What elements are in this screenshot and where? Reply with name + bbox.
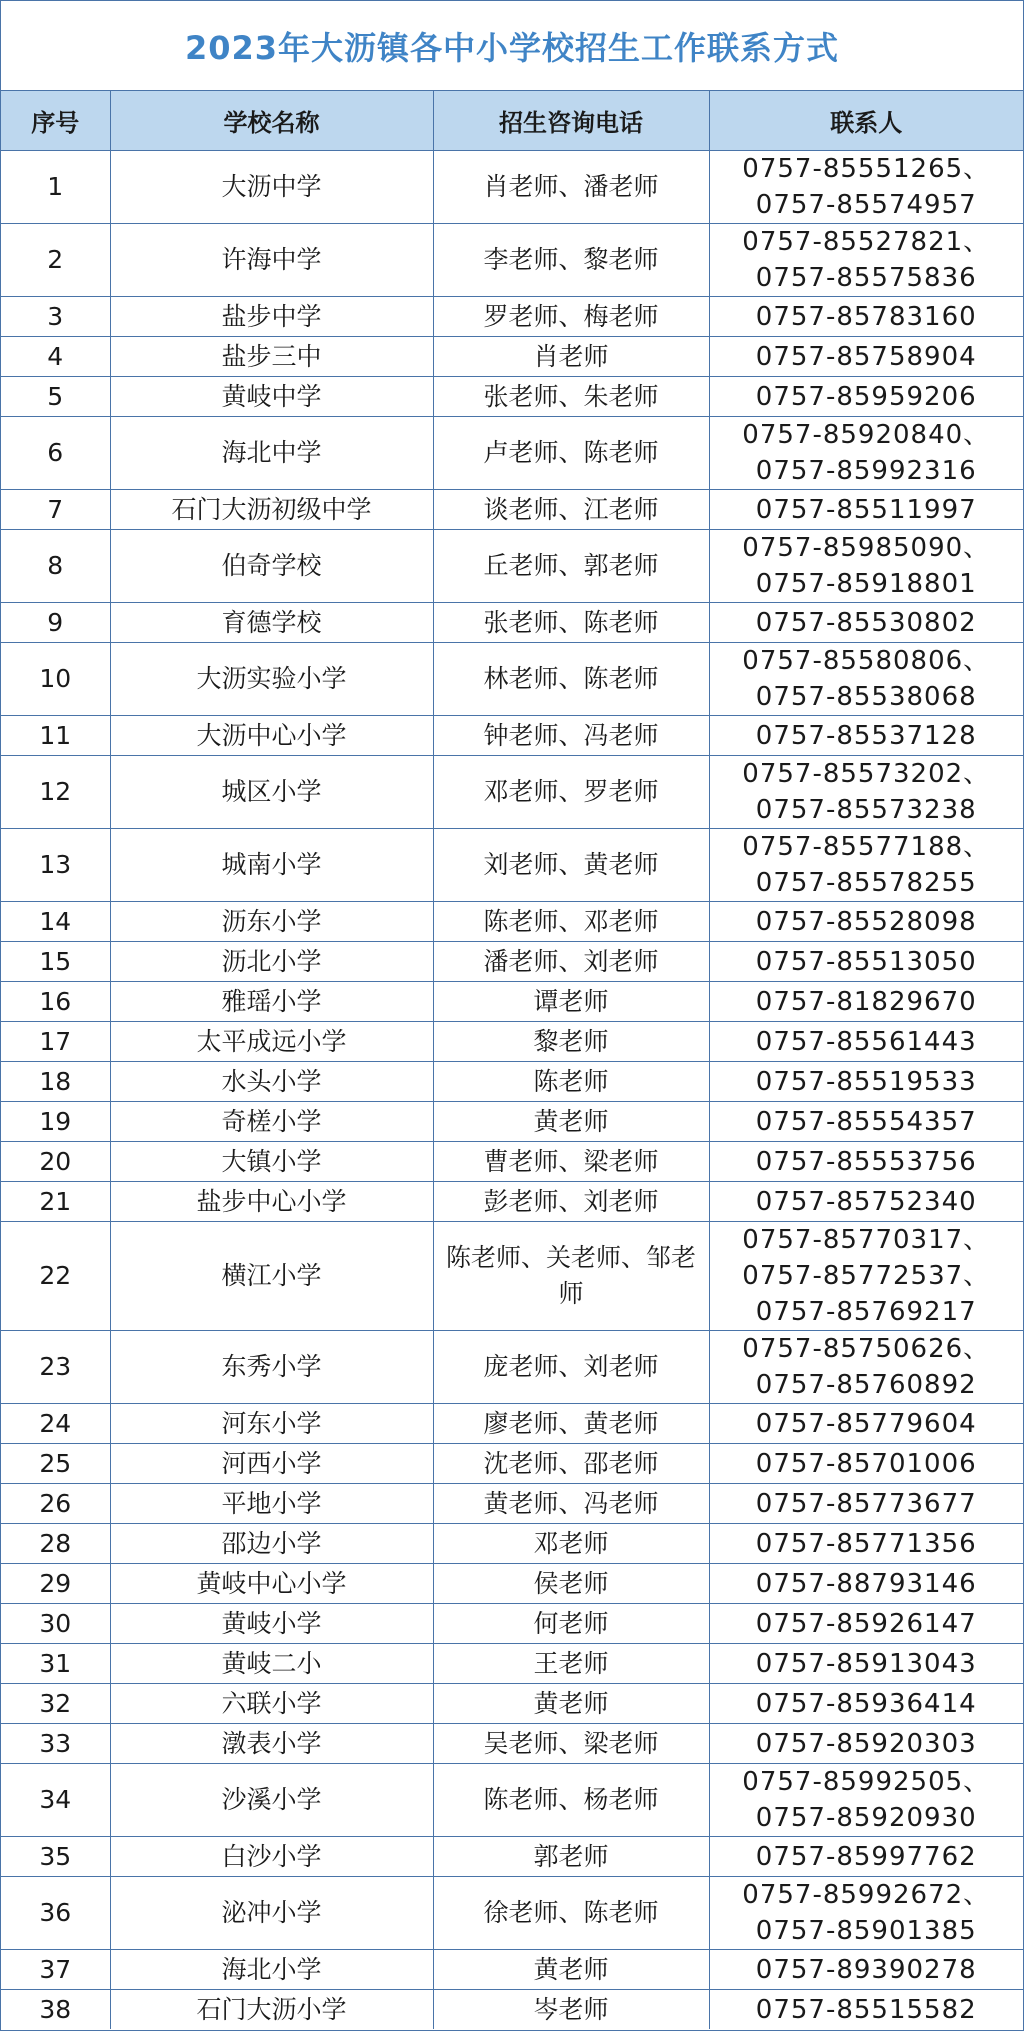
phone-numbers [709, 417, 1023, 490]
phone-number: 0757-85519533 [755, 1066, 977, 1097]
table-row [1, 1444, 1023, 1484]
contact-teachers: 卢老师、陈老师 [433, 417, 709, 490]
phone-number: 0757-85573238 [755, 795, 977, 825]
table-row [1, 490, 1023, 530]
school-name: 城区小学 [110, 756, 433, 829]
phone-numbers [709, 1062, 1023, 1102]
school-name: 奇槎小学 [110, 1102, 433, 1142]
school-name: 大沥中学 [110, 151, 433, 224]
row-index: 25 [1, 1444, 110, 1484]
row-index: 14 [1, 902, 110, 942]
phone-number: 0757-85515582 [755, 1994, 977, 2025]
phone-numbers [709, 151, 1023, 224]
phone-number: 0757-85530802 [755, 607, 977, 638]
table-row [1, 1102, 1023, 1142]
contact-teachers: 郭老师 [433, 1837, 709, 1877]
phone-numbers [709, 716, 1023, 756]
table-row [1, 1022, 1023, 1062]
contact-teachers: 侯老师 [433, 1564, 709, 1604]
contact-teachers: 廖老师、黄老师 [433, 1404, 709, 1444]
phone-number: 0757-85528098 [755, 906, 977, 937]
row-index: 30 [1, 1604, 110, 1644]
school-name: 泌冲小学 [110, 1877, 433, 1950]
phone-numbers [709, 1950, 1023, 1990]
phone-number: 0757-85554357 [755, 1106, 977, 1137]
school-name: 大沥中心小学 [110, 716, 433, 756]
contact-teachers: 陈老师、邓老师 [433, 902, 709, 942]
row-index: 24 [1, 1404, 110, 1444]
school-name: 海北中学 [110, 417, 433, 490]
phone-numbers [709, 297, 1023, 337]
row-index: 22 [1, 1222, 110, 1331]
contact-teachers: 吴老师、梁老师 [433, 1724, 709, 1764]
phone-numbers [709, 337, 1023, 377]
phone-numbers [709, 1990, 1023, 2030]
phone-number: 0757-88793146 [755, 1568, 977, 1599]
phone-numbers [709, 756, 1023, 829]
phone-number: 0757-85580806、 [742, 646, 991, 676]
school-name: 育德学校 [110, 603, 433, 643]
row-index: 6 [1, 417, 110, 490]
contact-teachers: 张老师、陈老师 [433, 603, 709, 643]
table-row [1, 1142, 1023, 1182]
phone-numbers [709, 942, 1023, 982]
row-index: 26 [1, 1484, 110, 1524]
school-name: 东秀小学 [110, 1331, 433, 1404]
row-index: 33 [1, 1724, 110, 1764]
table-row [1, 1404, 1023, 1444]
phone-number: 0757-85750626、 [742, 1334, 991, 1364]
row-index: 3 [1, 297, 110, 337]
row-index: 11 [1, 716, 110, 756]
table-row [1, 942, 1023, 982]
header-contact: 联系人 [709, 91, 1023, 151]
school-name: 石门大沥小学 [110, 1990, 433, 2030]
row-index: 10 [1, 643, 110, 716]
row-index: 31 [1, 1644, 110, 1684]
row-index: 32 [1, 1684, 110, 1724]
phone-number: 0757-85920930 [755, 1803, 977, 1833]
phone-number: 0757-85992672、 [742, 1880, 991, 1910]
table-row [1, 982, 1023, 1022]
contact-teachers: 王老师 [433, 1644, 709, 1684]
phone-numbers [709, 1142, 1023, 1182]
school-name: 盐步中学 [110, 297, 433, 337]
table-row [1, 1182, 1023, 1222]
contact-teachers: 陈老师 [433, 1062, 709, 1102]
phone-numbers [709, 490, 1023, 530]
phone-number: 0757-85760892 [755, 1370, 977, 1400]
phone-number: 0757-85920303 [755, 1728, 977, 1759]
school-name: 海北小学 [110, 1950, 433, 1990]
phone-numbers [709, 377, 1023, 417]
table-row [1, 1990, 1023, 2030]
contact-teachers: 陈老师、关老师、邹老师 [433, 1222, 709, 1331]
phone-number: 0757-85577188、 [742, 832, 991, 862]
phone-numbers [709, 1444, 1023, 1484]
row-index: 18 [1, 1062, 110, 1102]
row-index: 20 [1, 1142, 110, 1182]
row-index: 35 [1, 1837, 110, 1877]
phone-numbers [709, 603, 1023, 643]
row-index: 8 [1, 530, 110, 603]
school-name: 黄岐中心小学 [110, 1564, 433, 1604]
row-index: 28 [1, 1524, 110, 1564]
phone-number: 0757-85772537、 [742, 1261, 991, 1291]
school-name: 石门大沥初级中学 [110, 490, 433, 530]
table-row [1, 297, 1023, 337]
row-index: 5 [1, 377, 110, 417]
phone-numbers [709, 1564, 1023, 1604]
phone-number: 0757-85773677 [755, 1488, 977, 1519]
header-school-name: 学校名称 [110, 91, 433, 151]
contact-teachers: 庞老师、刘老师 [433, 1331, 709, 1404]
phone-number: 0757-85758904 [755, 341, 977, 372]
contact-teachers: 沈老师、邵老师 [433, 1444, 709, 1484]
table-row [1, 151, 1023, 224]
school-name: 大沥实验小学 [110, 643, 433, 716]
phone-number: 0757-85527821、 [742, 227, 991, 257]
school-name: 沥北小学 [110, 942, 433, 982]
row-index: 38 [1, 1990, 110, 2030]
school-name: 黄岐中学 [110, 377, 433, 417]
contact-teachers: 谭老师 [433, 982, 709, 1022]
table-row [1, 603, 1023, 643]
contact-teachers: 陈老师、杨老师 [433, 1764, 709, 1837]
school-name: 雅瑶小学 [110, 982, 433, 1022]
phone-number: 0757-89390278 [755, 1954, 977, 1985]
title-row [1, 1, 1023, 91]
contact-teachers: 谈老师、江老师 [433, 490, 709, 530]
phone-number: 0757-85920840、 [742, 420, 991, 450]
contact-teachers: 邓老师、罗老师 [433, 756, 709, 829]
phone-numbers [709, 1331, 1023, 1404]
phone-number: 0757-85769217 [755, 1297, 977, 1327]
row-index: 37 [1, 1950, 110, 1990]
table-row [1, 1764, 1023, 1837]
contact-teachers: 邓老师 [433, 1524, 709, 1564]
contact-teachers: 张老师、朱老师 [433, 377, 709, 417]
contact-teachers: 岑老师 [433, 1990, 709, 2030]
school-name: 水头小学 [110, 1062, 433, 1102]
contact-teachers: 潘老师、刘老师 [433, 942, 709, 982]
school-name: 六联小学 [110, 1684, 433, 1724]
row-index: 2 [1, 224, 110, 297]
row-index: 23 [1, 1331, 110, 1404]
table-row [1, 530, 1023, 603]
phone-numbers [709, 1604, 1023, 1644]
phone-numbers [709, 1837, 1023, 1877]
table-row [1, 1644, 1023, 1684]
phone-numbers [709, 1644, 1023, 1684]
phone-number: 0757-85538068 [755, 682, 977, 712]
contact-teachers: 肖老师、潘老师 [433, 151, 709, 224]
school-name: 许海中学 [110, 224, 433, 297]
table-row [1, 224, 1023, 297]
phone-numbers [709, 1724, 1023, 1764]
phone-numbers [709, 829, 1023, 902]
phone-number: 0757-81829670 [755, 986, 977, 1017]
contact-teachers: 黄老师、冯老师 [433, 1484, 709, 1524]
phone-number: 0757-85578255 [755, 868, 977, 898]
table-row [1, 829, 1023, 902]
contact-teachers: 钟老师、冯老师 [433, 716, 709, 756]
school-name: 黄岐小学 [110, 1604, 433, 1644]
row-index: 19 [1, 1102, 110, 1142]
contact-teachers: 何老师 [433, 1604, 709, 1644]
table-row [1, 1684, 1023, 1724]
row-index: 36 [1, 1877, 110, 1950]
school-name: 白沙小学 [110, 1837, 433, 1877]
school-name: 平地小学 [110, 1484, 433, 1524]
contact-teachers: 丘老师、郭老师 [433, 530, 709, 603]
table-row [1, 1564, 1023, 1604]
table-row [1, 1950, 1023, 1990]
table-row [1, 377, 1023, 417]
table-row [1, 1062, 1023, 1102]
phone-number: 0757-85783160 [755, 301, 977, 332]
header-inquiry: 招生咨询电话 [433, 91, 709, 151]
table-row [1, 902, 1023, 942]
phone-numbers [709, 530, 1023, 603]
contact-teachers: 黎老师 [433, 1022, 709, 1062]
phone-number: 0757-85701006 [755, 1448, 977, 1479]
table-row [1, 417, 1023, 490]
contact-teachers: 黄老师 [433, 1950, 709, 1990]
school-name: 伯奇学校 [110, 530, 433, 603]
phone-number: 0757-85574957 [755, 190, 977, 220]
table-body [1, 151, 1023, 2030]
school-name: 沥东小学 [110, 902, 433, 942]
school-name: 横江小学 [110, 1222, 433, 1331]
row-index: 1 [1, 151, 110, 224]
phone-numbers [709, 1764, 1023, 1837]
table-row [1, 643, 1023, 716]
row-index: 4 [1, 337, 110, 377]
phone-number: 0757-85913043 [755, 1648, 977, 1679]
phone-number: 0757-85918801 [755, 569, 977, 599]
phone-number: 0757-85771356 [755, 1528, 977, 1559]
table-row [1, 1331, 1023, 1404]
table-row [1, 1524, 1023, 1564]
school-name: 黄岐二小 [110, 1644, 433, 1684]
phone-number: 0757-85561443 [755, 1026, 977, 1057]
table-row [1, 337, 1023, 377]
phone-numbers [709, 902, 1023, 942]
contact-teachers: 李老师、黎老师 [433, 224, 709, 297]
table-row [1, 716, 1023, 756]
phone-numbers [709, 1182, 1023, 1222]
table-row [1, 1222, 1023, 1331]
row-index: 9 [1, 603, 110, 643]
phone-number: 0757-85537128 [755, 720, 977, 751]
table-row [1, 1604, 1023, 1644]
row-index: 34 [1, 1764, 110, 1837]
row-index: 12 [1, 756, 110, 829]
phone-number: 0757-85770317、 [742, 1225, 991, 1255]
phone-numbers [709, 643, 1023, 716]
phone-number: 0757-85985090、 [742, 533, 991, 563]
row-index: 15 [1, 942, 110, 982]
phone-numbers [709, 224, 1023, 297]
phone-number: 0757-85992316 [755, 456, 977, 486]
school-name: 城南小学 [110, 829, 433, 902]
phone-number: 0757-85959206 [755, 381, 977, 412]
contact-teachers: 肖老师 [433, 337, 709, 377]
phone-numbers [709, 1222, 1023, 1331]
table-row [1, 1837, 1023, 1877]
phone-numbers [709, 982, 1023, 1022]
phone-number: 0757-85511997 [755, 494, 977, 525]
school-name: 沙溪小学 [110, 1764, 433, 1837]
phone-number: 0757-85936414 [755, 1688, 977, 1719]
table-row [1, 1724, 1023, 1764]
phone-number: 0757-85779604 [755, 1408, 977, 1439]
contact-teachers: 徐老师、陈老师 [433, 1877, 709, 1950]
row-index: 7 [1, 490, 110, 530]
phone-numbers [709, 1877, 1023, 1950]
row-index: 16 [1, 982, 110, 1022]
contact-teachers: 黄老师 [433, 1102, 709, 1142]
phone-numbers [709, 1684, 1023, 1724]
school-contact-table [1, 91, 1023, 2029]
phone-number: 0757-85575836 [755, 263, 977, 293]
contact-teachers: 黄老师 [433, 1684, 709, 1724]
contact-teachers: 刘老师、黄老师 [433, 829, 709, 902]
school-name: 盐步中心小学 [110, 1182, 433, 1222]
contact-teachers: 曹老师、梁老师 [433, 1142, 709, 1182]
phone-number: 0757-85901385 [755, 1916, 977, 1946]
table-row [1, 1877, 1023, 1950]
school-name: 潡表小学 [110, 1724, 433, 1764]
contact-teachers: 罗老师、梅老师 [433, 297, 709, 337]
phone-number: 0757-85513050 [755, 946, 977, 977]
phone-number: 0757-85926147 [755, 1608, 977, 1639]
header-row [1, 91, 1023, 151]
contact-teachers: 林老师、陈老师 [433, 643, 709, 716]
row-index: 21 [1, 1182, 110, 1222]
phone-number: 0757-85992505、 [742, 1767, 991, 1797]
table-row [1, 1484, 1023, 1524]
phone-number: 0757-85553756 [755, 1146, 977, 1177]
row-index: 13 [1, 829, 110, 902]
row-index: 29 [1, 1564, 110, 1604]
phone-numbers [709, 1404, 1023, 1444]
school-name: 盐步三中 [110, 337, 433, 377]
page-title: 2023年大沥镇各中小学校招生工作联系方式 [184, 28, 840, 67]
phone-number: 0757-85752340 [755, 1186, 977, 1217]
school-name: 太平成远小学 [110, 1022, 433, 1062]
contact-teachers: 彭老师、刘老师 [433, 1182, 709, 1222]
phone-numbers [709, 1102, 1023, 1142]
phone-numbers [709, 1524, 1023, 1564]
phone-number: 0757-85551265、 [742, 154, 991, 184]
table-row [1, 756, 1023, 829]
header-index: 序号 [1, 91, 110, 151]
phone-number: 0757-85573202、 [742, 759, 991, 789]
school-name: 河东小学 [110, 1404, 433, 1444]
school-name: 河西小学 [110, 1444, 433, 1484]
school-name: 邵边小学 [110, 1524, 433, 1564]
phone-numbers [709, 1022, 1023, 1062]
phone-number: 0757-85997762 [755, 1841, 977, 1872]
school-name: 大镇小学 [110, 1142, 433, 1182]
phone-numbers [709, 1484, 1023, 1524]
row-index: 17 [1, 1022, 110, 1062]
